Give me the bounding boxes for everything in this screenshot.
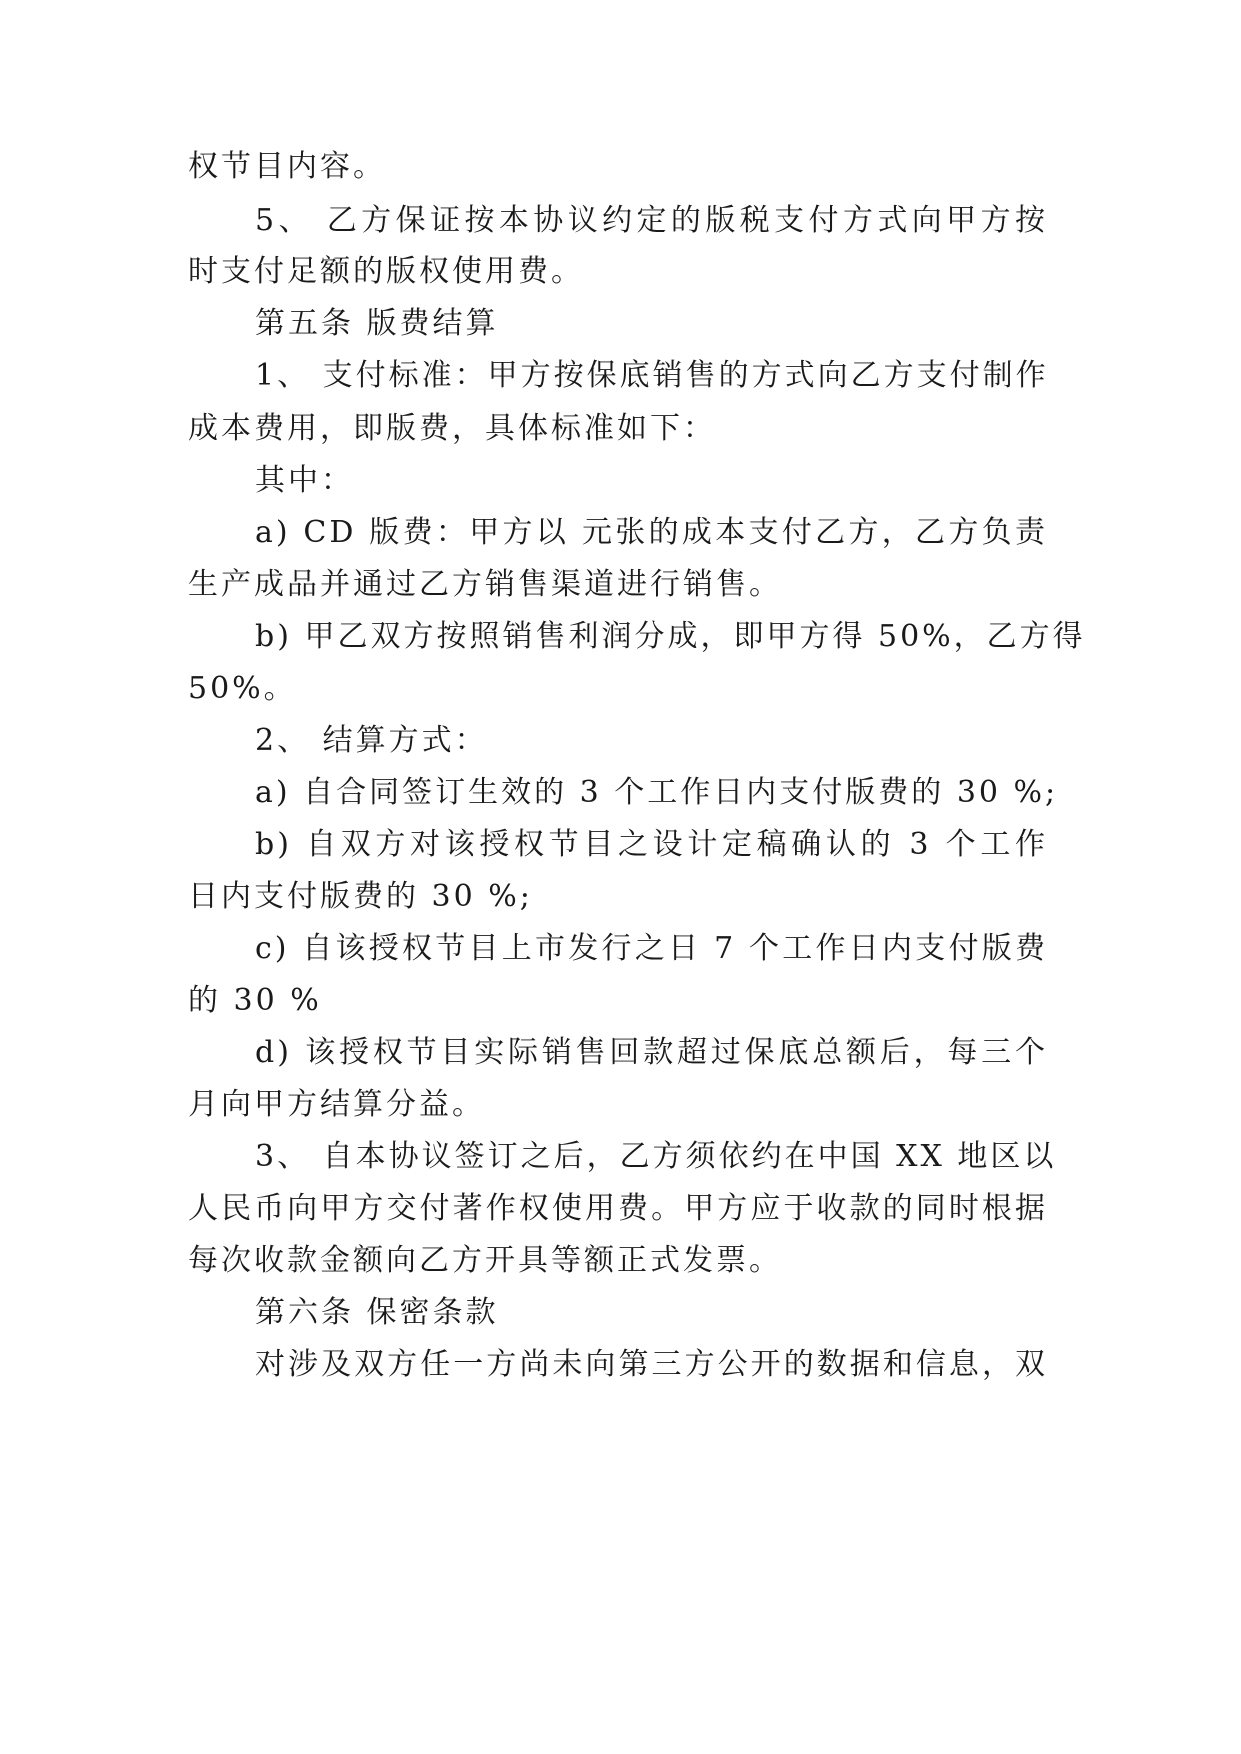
text-line: d) 该授权节目实际销售回款超过保底总额后，每三个 bbox=[255, 1035, 1048, 1070]
text-line: 对涉及双方任一方尚未向第三方公开的数据和信息，双 bbox=[255, 1347, 1048, 1382]
text-line: 时支付足额的版权使用费。 bbox=[188, 254, 584, 289]
text-line: 5、 乙方保证按本协议约定的版税支付方式向甲方按 bbox=[255, 203, 1048, 238]
text-line: 3、 自本协议签订之后，乙方须依约在中国 XX 地区以 bbox=[255, 1139, 1057, 1174]
text-line: 人民币向甲方交付著作权使用费。甲方应于收款的同时根据 bbox=[188, 1191, 1048, 1226]
text-line: c) 自该授权节目上市发行之日 7 个工作日内支付版费 bbox=[255, 931, 1048, 966]
text-line: a) 自合同签订生效的 3 个工作日内支付版费的 30 %; bbox=[255, 775, 1059, 810]
text-line: 50%。 bbox=[188, 671, 297, 706]
text-line: 日内支付版费的 30 %; bbox=[188, 879, 533, 914]
text-line: 每次收款金额向乙方开具等额正式发票。 bbox=[188, 1243, 782, 1278]
text-line: 成本费用，即版费，具体标准如下： bbox=[188, 411, 716, 446]
text-line: b) 自双方对该授权节目之设计定稿确认的 3 个工作 bbox=[255, 827, 1048, 862]
text-line: 的 30 % bbox=[188, 983, 322, 1018]
text-line: 2、 结算方式： bbox=[255, 723, 488, 758]
text-line: 1、 支付标准：甲方按保底销售的方式向乙方支付制作 bbox=[255, 358, 1049, 393]
text-line: 权节目内容。 bbox=[188, 149, 386, 184]
section-heading: 第五条 版费结算 bbox=[255, 306, 499, 341]
text-line: 其中： bbox=[255, 463, 354, 498]
text-line: 生产成品并通过乙方销售渠道进行销售。 bbox=[188, 567, 782, 602]
text-line: 月向甲方结算分益。 bbox=[188, 1087, 485, 1122]
text-line: a) CD 版费：甲方以 元张的成本支付乙方，乙方负责 bbox=[255, 515, 1048, 550]
section-heading: 第六条 保密条款 bbox=[255, 1295, 499, 1330]
text-line: b) 甲乙双方按照销售利润分成，即甲方得 50%，乙方得 bbox=[255, 619, 1086, 654]
